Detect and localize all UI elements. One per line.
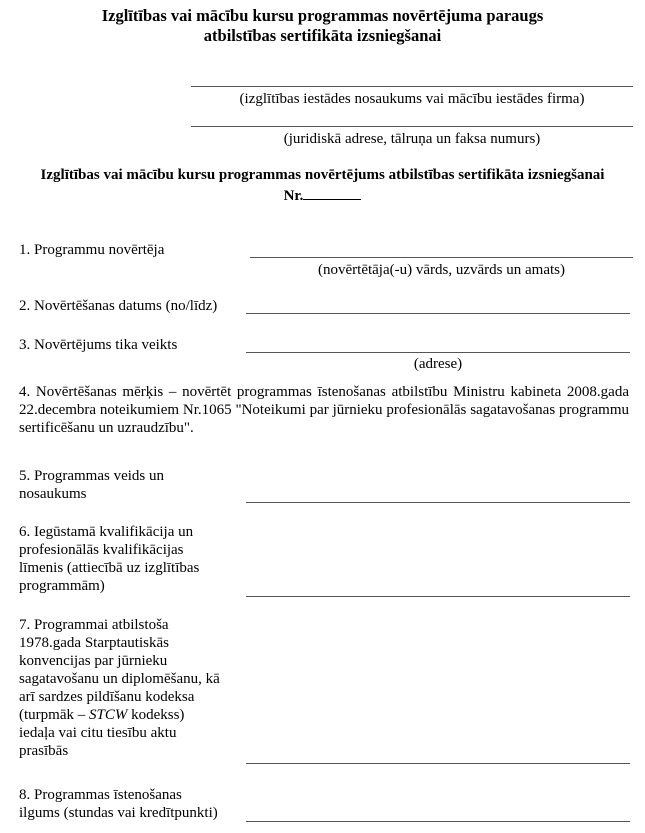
field-6-label [19, 523, 199, 595]
field-8-label-line: 8. Programmas īstenošanas [19, 787, 182, 803]
field-8-label [19, 786, 218, 822]
field-5-label [19, 467, 164, 503]
field-1-caption: (novērtētāja(-u) vārds, uzvārds un amats) [318, 262, 565, 278]
field-7-label-stcw: STCW [88, 707, 128, 723]
field-5-line[interactable] [246, 502, 630, 503]
field-3-line[interactable] [246, 352, 630, 353]
field-6-line[interactable] [246, 596, 630, 597]
title-line-2: atbilstības sertifikāta izsniegšanai [203, 26, 442, 45]
form-heading-line: Izglītības vai mācību kursu programmas novērtējums atbilstības sertifikāta izsniegšanai [40, 167, 605, 183]
field-7-label-line: sagatavošanu un diplomēšanu, kā [19, 671, 220, 687]
field-3-label: 3. Novērtējums tika veikts [19, 337, 178, 353]
field-7-label-line: 1978.gada Starptautiskās [19, 635, 169, 651]
field-4-text: 4. Novērtēšanas mērķis – novērtēt programmas īstenošanas atbilstību Ministru kabineta 2008.gada 22.decembra noteikumiem Nr.1065 "Noteikumi par jūrnieku profesionālās sagatavošanas programmu sertificēšanu un uzraudzību". [19, 384, 629, 436]
field-7-label-line: 7. Programmai atbilstoša [19, 617, 169, 633]
institution-address-caption: (juridiskā adrese, tālruņa un faksa numurs) [283, 131, 541, 147]
form-number-label: Nr. [283, 188, 304, 204]
field-6-label-line: profesionālās kvalifikācijas [19, 542, 184, 558]
field-8-label-line: ilgums (stundas vai kredītpunkti) [19, 805, 218, 821]
field-2-label: 2. Novērtēšanas datums (no/līdz) [19, 298, 218, 314]
title-line-1: Izglītības vai mācību kursu programmas novērtējuma paraugs [101, 6, 544, 25]
field-7-label [19, 616, 220, 760]
field-2-line[interactable] [246, 313, 630, 314]
field-1-line[interactable] [250, 257, 633, 258]
field-7-label-suffix: kodekss) [127, 707, 185, 723]
field-5-label-line: nosaukums [19, 486, 87, 502]
document-title [0, 6, 645, 46]
field-5-label-line: 5. Programmas veids un [19, 468, 164, 484]
field-7-label-line: iedaļa vai citu tiesību aktu [19, 725, 177, 741]
form-heading [0, 166, 645, 206]
field-7-label-line [19, 706, 220, 724]
form-number-row [0, 185, 645, 206]
field-8-line[interactable] [246, 821, 630, 822]
field-7-label-line: konvencijas par jūrnieku [19, 653, 168, 669]
institution-name-line[interactable] [191, 86, 633, 87]
institution-address-line[interactable] [191, 126, 633, 127]
field-7-label-line: prasībās [19, 743, 69, 759]
field-7-line[interactable] [246, 763, 630, 764]
form-number-blank[interactable] [303, 185, 361, 200]
field-7-label-line: arī sardzes pildīšanu kodeksa [19, 689, 195, 705]
field-1-label: 1. Programmu novērtēja [19, 242, 165, 258]
institution-name-caption: (izglītības iestādes nosaukums vai mācību iestādes firma) [239, 91, 585, 107]
field-7-label-prefix: (turpmāk – [19, 707, 89, 723]
field-6-label-line: programmām) [19, 578, 105, 594]
field-6-label-line: līmenis (attiecībā uz izglītības [19, 560, 200, 576]
field-3-caption: (adrese) [413, 356, 463, 372]
field-6-label-line: 6. Iegūstamā kvalifikācija un [19, 524, 194, 540]
